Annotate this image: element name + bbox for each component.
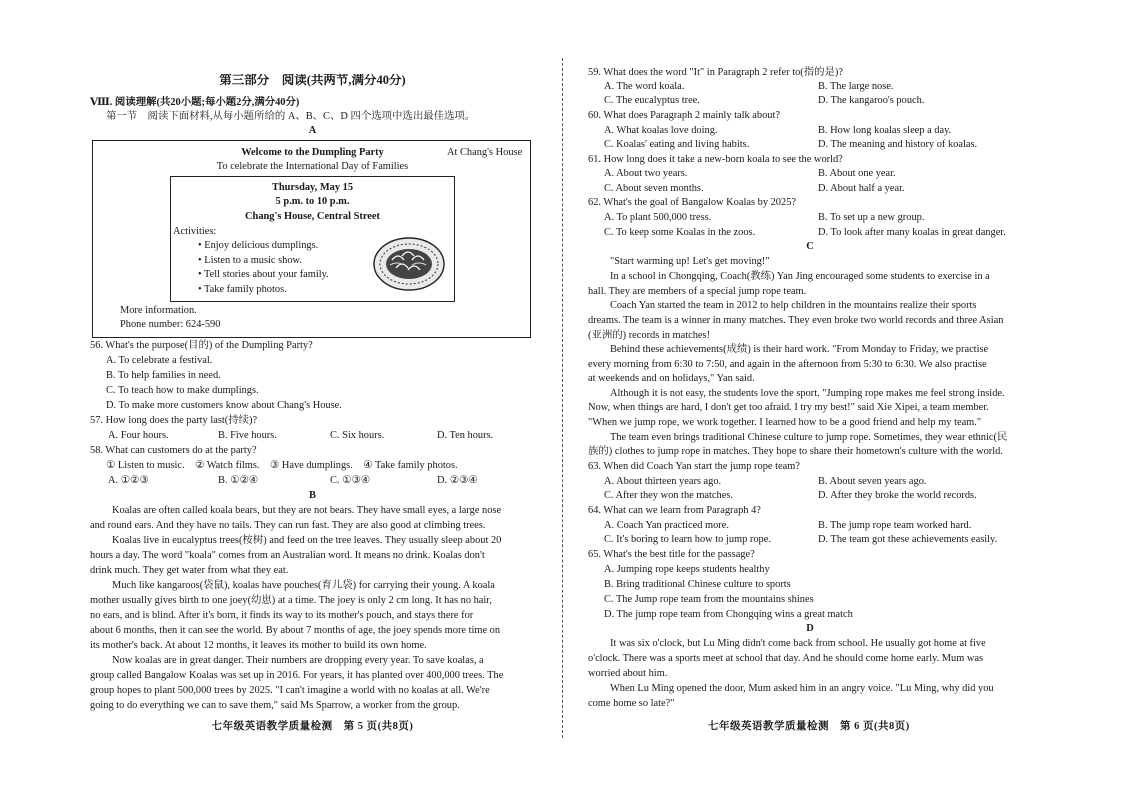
question-64-option: A. Coach Yan practiced more. [604, 520, 729, 531]
question-65-option: A. Jumping rope keeps students healthy [604, 564, 770, 575]
question-63-stem: 63. When did Coach Yan start the jump rope team? [588, 461, 800, 472]
poster-activity-item: • Enjoy delicious dumplings. [198, 240, 319, 251]
part-title: Ⅷ. 阅读理解(共20小题;每小题2分,满分40分) [90, 97, 300, 108]
question-56-option: B. To help families in need. [106, 370, 221, 381]
passage-b-line: Koalas live in eucalyptus trees(桉树) and feed on the tree leaves. They usually sleep about 20 [112, 535, 502, 546]
question-60-option: A. What koalas love doing. [604, 125, 718, 136]
page-divider [562, 58, 563, 738]
question-58-stem: 58. What can customers do at the party? [90, 445, 257, 456]
poster-place: Chang's House, Central Street [245, 211, 380, 222]
passage-c-label: C [806, 241, 814, 252]
passage-c-line: The team even brings traditional Chinese culture to jump rope. Sometimes, they wear ethnic(民 [610, 432, 1008, 443]
question-60-stem: 60. What does Paragraph 2 mainly talk about? [588, 110, 780, 121]
passage-d-line: o'clock. There was a sports meet at school that day. And he should come home early. Mum was [588, 653, 984, 664]
question-63-option: D. After they broke the world records. [818, 490, 977, 501]
poster-location-tag: At Chang's House [447, 147, 523, 158]
passage-c-line: Behind these achievements(成绩) is their hard work. "From Monday to Friday, we practise [610, 344, 989, 355]
question-62-option: D. To look after many koalas in great danger. [818, 227, 1006, 238]
poster-activity-item: • Listen to a music show. [198, 255, 302, 266]
question-58-option: C. ①③④ [330, 475, 371, 486]
question-56-option: C. To teach how to make dumplings. [106, 385, 259, 396]
question-60-option: D. The meaning and history of koalas. [818, 139, 978, 150]
question-62-option: A. To plant 500,000 tress. [604, 212, 712, 223]
question-61-option: C. About seven months. [604, 183, 704, 194]
question-64-option: C. It's boring to learn how to jump rope. [604, 534, 771, 545]
question-61-option: A. About two years. [604, 168, 688, 179]
poster-subtitle: To celebrate the International Day of Families [216, 161, 409, 172]
passage-c-line: (亚洲的) records in matches! [588, 330, 711, 341]
passage-c-line: In a school in Chongqing, Coach(教练) Yan Jing encouraged some students to exercise in a [610, 271, 990, 282]
question-60-option: C. Koalas' eating and living habits. [604, 139, 750, 150]
question-60-option: B. How long koalas sleep a day. [818, 125, 952, 136]
left-page-footer: 七年级英语教学质量检测 第 5 页(共8页) [211, 721, 414, 732]
question-56-option: D. To make more customers know about Chang's House. [106, 400, 342, 411]
passage-b-line: group hopes to plant 500,000 trees by 2025. "I can't imagine a world with no koalas at all. We're [90, 685, 490, 696]
question-59-option: C. The eucalyptus tree. [604, 95, 700, 106]
question-56-stem: 56. What's the purpose(目的) of the Dumpling Party? [90, 340, 313, 351]
passage-c-line: dreams. The team is a winner in many matches. They even broke two world records and three Asian [588, 315, 1004, 326]
passage-c-line: "When we jump rope, we work together. I learned how to be a good friend and help my team." [588, 417, 982, 428]
question-61-option: B. About one year. [818, 168, 896, 179]
passage-b-line: going to do everything we can to save them," said Ms Sparrow, a worker from the group. [90, 700, 460, 711]
passage-c-line: Coach Yan started the team in 2012 to help children in the mountains realize their sports [610, 300, 977, 311]
passage-c-line: Although it is not easy, the students love the sport. "Jumping rope makes me feel strong inside. [610, 388, 1005, 399]
question-64-option: B. The jump rope team worked hard. [818, 520, 972, 531]
question-61-stem: 61. How long does it take a new-born koala to see the world? [588, 154, 843, 165]
question-59-stem: 59. What does the word "It" in Paragraph 2 refer to(指的是)? [588, 67, 843, 78]
question-64-option: D. The team got these achievements easily. [818, 534, 998, 545]
passage-c-line: at weekends and on holidays," Yan said. [588, 373, 755, 384]
question-58-option: D. ②③④ [437, 475, 478, 486]
passage-c-line: "Start warming up! Let's get moving!" [610, 256, 770, 267]
passage-b-line: and round ears. And they have no tails. They can run fast. They are also good at climbing trees. [90, 520, 486, 531]
question-58-option: B. ①②④ [218, 475, 259, 486]
question-57-option: A. Four hours. [108, 430, 169, 441]
passage-b-line: drink much. They get water from what they eat. [90, 565, 289, 576]
poster-more-info: More information. [120, 305, 197, 316]
passage-b-line: Much like kangaroos(袋鼠), koalas have pouches(育儿袋) for carrying their young. A koala [112, 580, 495, 591]
question-65-option: D. The jump rope team from Chongqing wins a great match [604, 609, 853, 620]
passage-b-label: B [309, 490, 316, 501]
question-57-option: B. Five hours. [218, 430, 277, 441]
question-59-option: A. The word koala. [604, 81, 685, 92]
right-page [588, 0, 1032, 793]
question-65-stem: 65. What's the best title for the passage? [588, 549, 755, 560]
question-57-option: C. Six hours. [330, 430, 385, 441]
dumpling-plate-image [372, 234, 446, 294]
passage-d-line: come home so late?" [588, 698, 675, 709]
passage-a-label: A [308, 125, 317, 136]
poster-activity-item: • Take family photos. [198, 284, 287, 295]
passage-b-line: no ears, and is blind. After it's born, it finds its way to its mother's pouch, and stays there for [90, 610, 474, 621]
passage-c-line: hall. They are members of a special jump rope team. [588, 286, 807, 297]
question-62-stem: 62. What's the goal of Bangalow Koalas by 2025? [588, 197, 797, 208]
poster-title: Welcome to the Dumpling Party [241, 147, 384, 158]
question-59-option: D. The kangaroo's pouch. [818, 95, 925, 106]
question-64-stem: 64. What can we learn from Paragraph 4? [588, 505, 761, 516]
poster-phone: Phone number: 624-590 [120, 319, 221, 330]
question-59-option: B. The large nose. [818, 81, 894, 92]
question-65-option: C. The Jump rope team from the mountains shines [604, 594, 814, 605]
poster-time: 5 p.m. to 10 p.m. [275, 196, 350, 207]
question-57-option: D. Ten hours. [437, 430, 494, 441]
passage-c-line: Now, when things are hard, I don't get too afraid. I try my best!" said Xie Xipei, a team member. [588, 402, 989, 413]
passage-d-line: It was six o'clock, but Lu Ming didn't come back from school. He usually got home at five [610, 638, 986, 649]
question-61-option: D. About half a year. [818, 183, 905, 194]
question-62-option: B. To set up a new group. [818, 212, 925, 223]
question-62-option: C. To keep some Koalas in the zoos. [604, 227, 756, 238]
passage-d-line: worried about him. [588, 668, 668, 679]
question-63-option: C. After they won the matches. [604, 490, 733, 501]
right-page-footer: 七年级英语教学质量检测 第 6 页(共8页) [708, 721, 910, 732]
passage-c-line: 族的) clothes to jump rope in matches. They hope to share their hometown's culture with the world. [588, 446, 1003, 457]
passage-b-line: about 6 months, then it can see the world. By about 7 months of age, the joey spends more time on [90, 625, 501, 636]
section-title: 第三部分 阅读(共两节,满分40分) [219, 74, 406, 87]
passage-d-label: D [806, 623, 814, 634]
left-page [90, 0, 535, 793]
section1-instruction: 第一节 阅读下面材料,从每小题所给的 A、B、C、D 四个选项中选出最佳选项。 [106, 111, 476, 122]
passage-b-line: hours a day. The word "koala" comes from an Australian word. It means no drink. Koalas don't [90, 550, 485, 561]
poster-activity-item: • Tell stories about your family. [198, 269, 329, 280]
passage-b-line: Now koalas are in great danger. Their numbers are dropping every year. To save koalas, a [112, 655, 484, 666]
question-63-option: A. About thirteen years ago. [604, 476, 722, 487]
passage-b-line: Koalas are often called koala bears, but they are not bears. They have small eyes, a large nose [112, 505, 502, 516]
poster-activities-label: Activities: [173, 226, 217, 237]
passage-d-line: When Lu Ming opened the door, Mum asked him in an angry voice. "Lu Ming, why did you [610, 683, 994, 694]
passage-b-line: its mother's back. At about 12 months, it leaves its mother to build its own home. [90, 640, 427, 651]
poster-date: Thursday, May 15 [271, 182, 354, 193]
passage-b-line: group called Bangalow Koalas was set up in 2016. For years, it has planted over 400,000 trees. The [90, 670, 504, 681]
passage-c-line: every morning from 6:30 to 7:50, and again in the afternoon from 5:30 to 6:30. We also practise [588, 359, 987, 370]
question-63-option: B. About seven years ago. [818, 476, 927, 487]
question-58-choices: ① Listen to music. ② Watch films. ③ Have dumplings. ④ Take family photos. [106, 460, 458, 471]
question-65-option: B. Bring traditional Chinese culture to sports [604, 579, 791, 590]
question-56-option: A. To celebrate a festival. [106, 355, 213, 366]
passage-b-line: mother usually gives birth to one joey(幼崽) at a time. The joey is only 2 cm long. It has no hair, [90, 595, 492, 606]
question-58-option: A. ①②③ [108, 475, 149, 486]
question-57-stem: 57. How long does the party last(持续)? [90, 415, 258, 426]
